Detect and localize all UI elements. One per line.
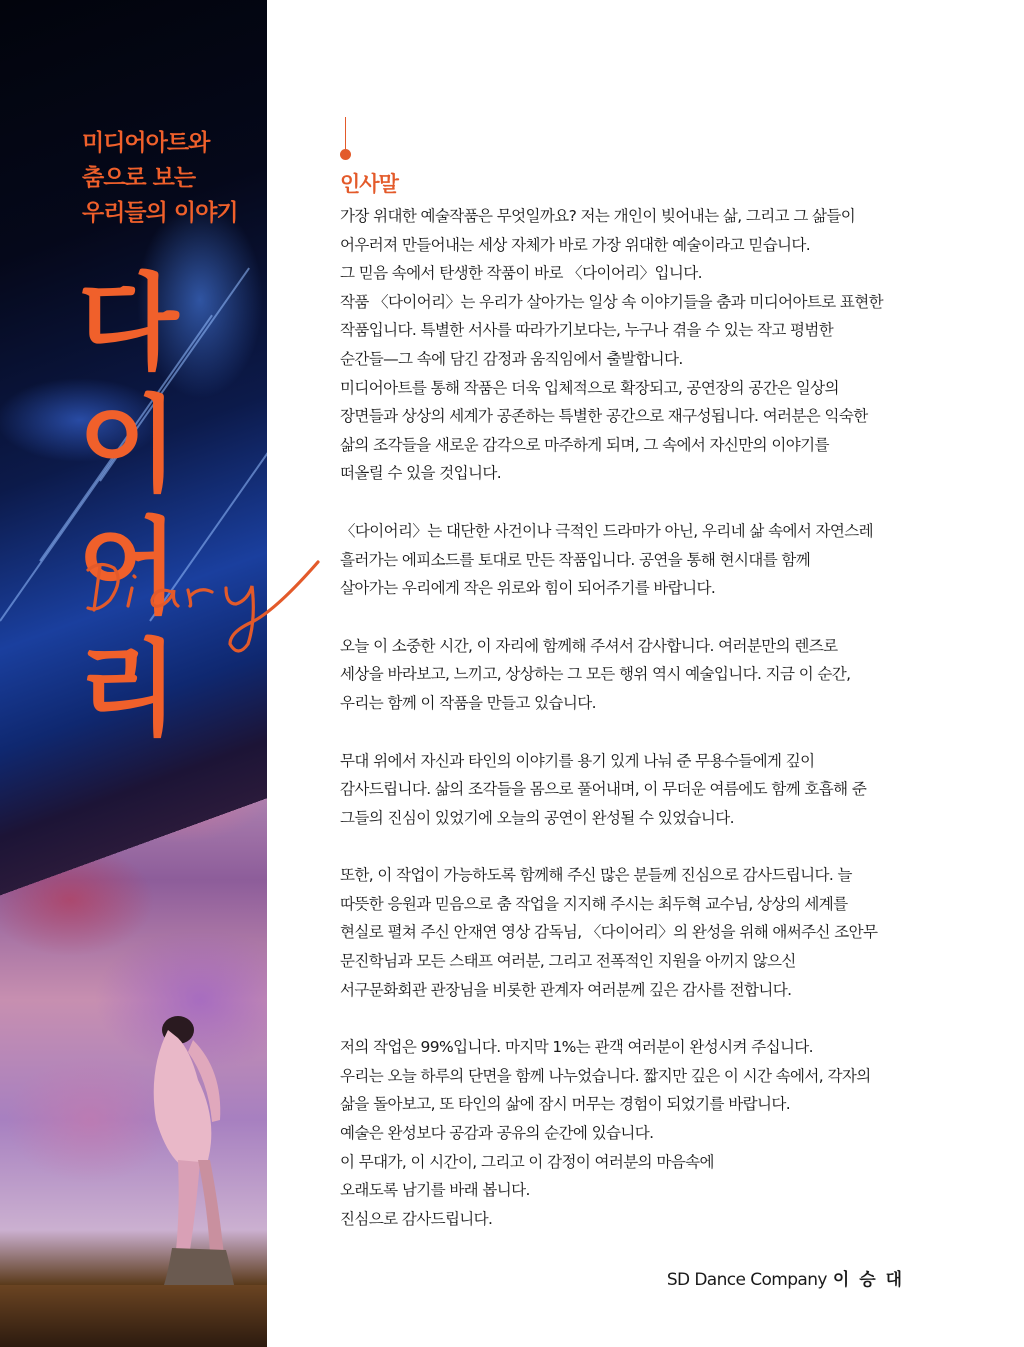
text-line: 가장 위대한 예술작품은 무엇일까요? 저는 개인이 빚어내는 삶, 그리고 그 삶들이 <box>340 207 856 225</box>
text-line: 저의 작업은 99%입니다. 마지막 1%는 관객 여러분이 완성시켜 주십니다. <box>340 1038 814 1057</box>
paragraph <box>340 202 905 488</box>
text-line: 미디어아트를 통해 작품은 더욱 입체적으로 확장되고, 공연장의 공간은 일상의 <box>340 378 839 397</box>
text-line: 서구문화회관 관장님을 비롯한 관계자 여러분께 깊은 감사를 전합니다. <box>340 980 792 999</box>
text-line: 작품입니다. 특별한 서사를 따라가기보다는, 누구나 겪을 수 있는 작고 평범한 <box>340 321 834 340</box>
signature-name: 이 승 대 <box>832 1270 904 1290</box>
text-line: 우리는 함께 이 작품을 만들고 있습니다. <box>340 693 596 712</box>
text-line: 작품 〈다이어리〉는 우리가 살아가는 일상 속 이야기들을 춤과 미디어아트로 표현한 <box>340 292 884 311</box>
text-line: 무대 위에서 자신과 타인의 이야기를 용기 있게 나눠 준 무용수들에게 깊이 <box>340 751 815 770</box>
text-line: 삶의 조각들을 새로운 감각으로 마주하게 되며, 그 속에서 자신만의 이야기를 <box>340 435 829 454</box>
paragraph <box>340 632 905 718</box>
cover-subtitle-line: 우리들의 이야기 <box>82 200 238 226</box>
text-line: 〈다이어리〉는 대단한 사건이나 극적인 드라마가 아닌, 우리네 삶 속에서 자연스레 <box>340 521 874 540</box>
text-line: 진심으로 감사드립니다. <box>340 1209 493 1228</box>
text-line: 삶을 돌아보고, 또 타인의 삶에 잠시 머무는 경험이 되었기를 바랍니다. <box>340 1095 791 1114</box>
paragraph <box>340 1033 905 1233</box>
text-line: 그 믿음 속에서 탄생한 작품이 바로 〈다이어리〉입니다. <box>340 264 702 283</box>
text-line: 오늘 이 소중한 시간, 이 자리에 함께해 주셔서 감사합니다. 여러분만의 렌즈로 <box>340 636 838 655</box>
heading-dot <box>340 149 351 160</box>
text-line: 따뜻한 응원과 믿음으로 춤 작업을 지지해 주시는 최두혁 교수님, 상상의 세계를 <box>340 894 848 913</box>
text-line: 떠올릴 수 있을 것입니다. <box>340 464 502 483</box>
text-line: 감사드립니다. 삶의 조각들을 몸으로 풀어내며, 이 무더운 여름에도 함께 호흡해 준 <box>340 780 867 799</box>
greeting-body <box>340 202 905 1262</box>
text-line: 우리는 오늘 하루의 단면을 함께 나누었습니다. 짧지만 깊은 이 시간 속에서, 각자의 <box>340 1066 871 1085</box>
text-line: 현실로 펼쳐 주신 안재연 영상 감독님, 〈다이어리〉의 완성을 위해 애써주신 조안무 <box>340 923 878 942</box>
cover-subtitle <box>82 126 267 231</box>
diary-script-word <box>80 540 340 660</box>
text-line: 문진학님과 모든 스태프 여러분, 그리고 전폭적인 지원을 아끼지 않으신 <box>340 952 796 971</box>
paragraph <box>340 861 905 1004</box>
stage-floor <box>0 1285 267 1347</box>
cover-title <box>78 262 267 750</box>
signature <box>667 1265 904 1290</box>
cover-subtitle-line: 미디어아트와 <box>82 130 210 156</box>
dancer-figure <box>138 1010 248 1290</box>
heading-rule <box>345 117 346 151</box>
cover-subtitle-line: 춤으로 보는 <box>82 165 196 191</box>
text-line: 순간들—그 속에 담긴 감정과 움직임에서 출발합니다. <box>340 349 683 368</box>
text-line: 오래도록 남기를 바래 봅니다. <box>340 1181 530 1200</box>
signature-company: SD Dance Company <box>666 1270 827 1290</box>
text-line: 세상을 바라보고, 느끼고, 상상하는 그 모든 행위 역시 예술입니다. 지금 이 순간, <box>340 665 851 684</box>
text-line: 장면들과 상상의 세계가 공존하는 특별한 공간으로 재구성됩니다. 여러분은 익숙한 <box>340 407 868 426</box>
text-line: 그들의 진심이 있었기에 오늘의 공연이 완성될 수 있었습니다. <box>340 808 734 827</box>
text-line: 살아가는 우리에게 작은 위로와 힘이 되어주기를 바랍니다. <box>340 579 716 598</box>
cover-photo-panel <box>0 0 267 1347</box>
cover-title-line: 어리 <box>78 506 175 750</box>
cover-title-line: 다이 <box>78 262 175 506</box>
text-line: 예술은 완성보다 공감과 공유의 순간에 있습니다. <box>340 1124 654 1143</box>
paragraph <box>340 517 905 603</box>
text-line: 이 무대가, 이 시간이, 그리고 이 감정이 여러분의 마음속에 <box>340 1152 714 1171</box>
paragraph <box>340 747 905 833</box>
text-line: 흘러가는 에피소드를 토대로 만든 작품입니다. 공연을 통해 현시대를 함께 <box>340 550 811 569</box>
greeting-heading: 인사말 <box>340 172 398 196</box>
text-line: 또한, 이 작업이 가능하도록 함께해 주신 많은 분들께 진심으로 감사드립니다. 늘 <box>340 866 852 885</box>
text-line: 어우러져 만들어내는 세상 자체가 바로 가장 위대한 예술이라고 믿습니다. <box>340 235 811 254</box>
